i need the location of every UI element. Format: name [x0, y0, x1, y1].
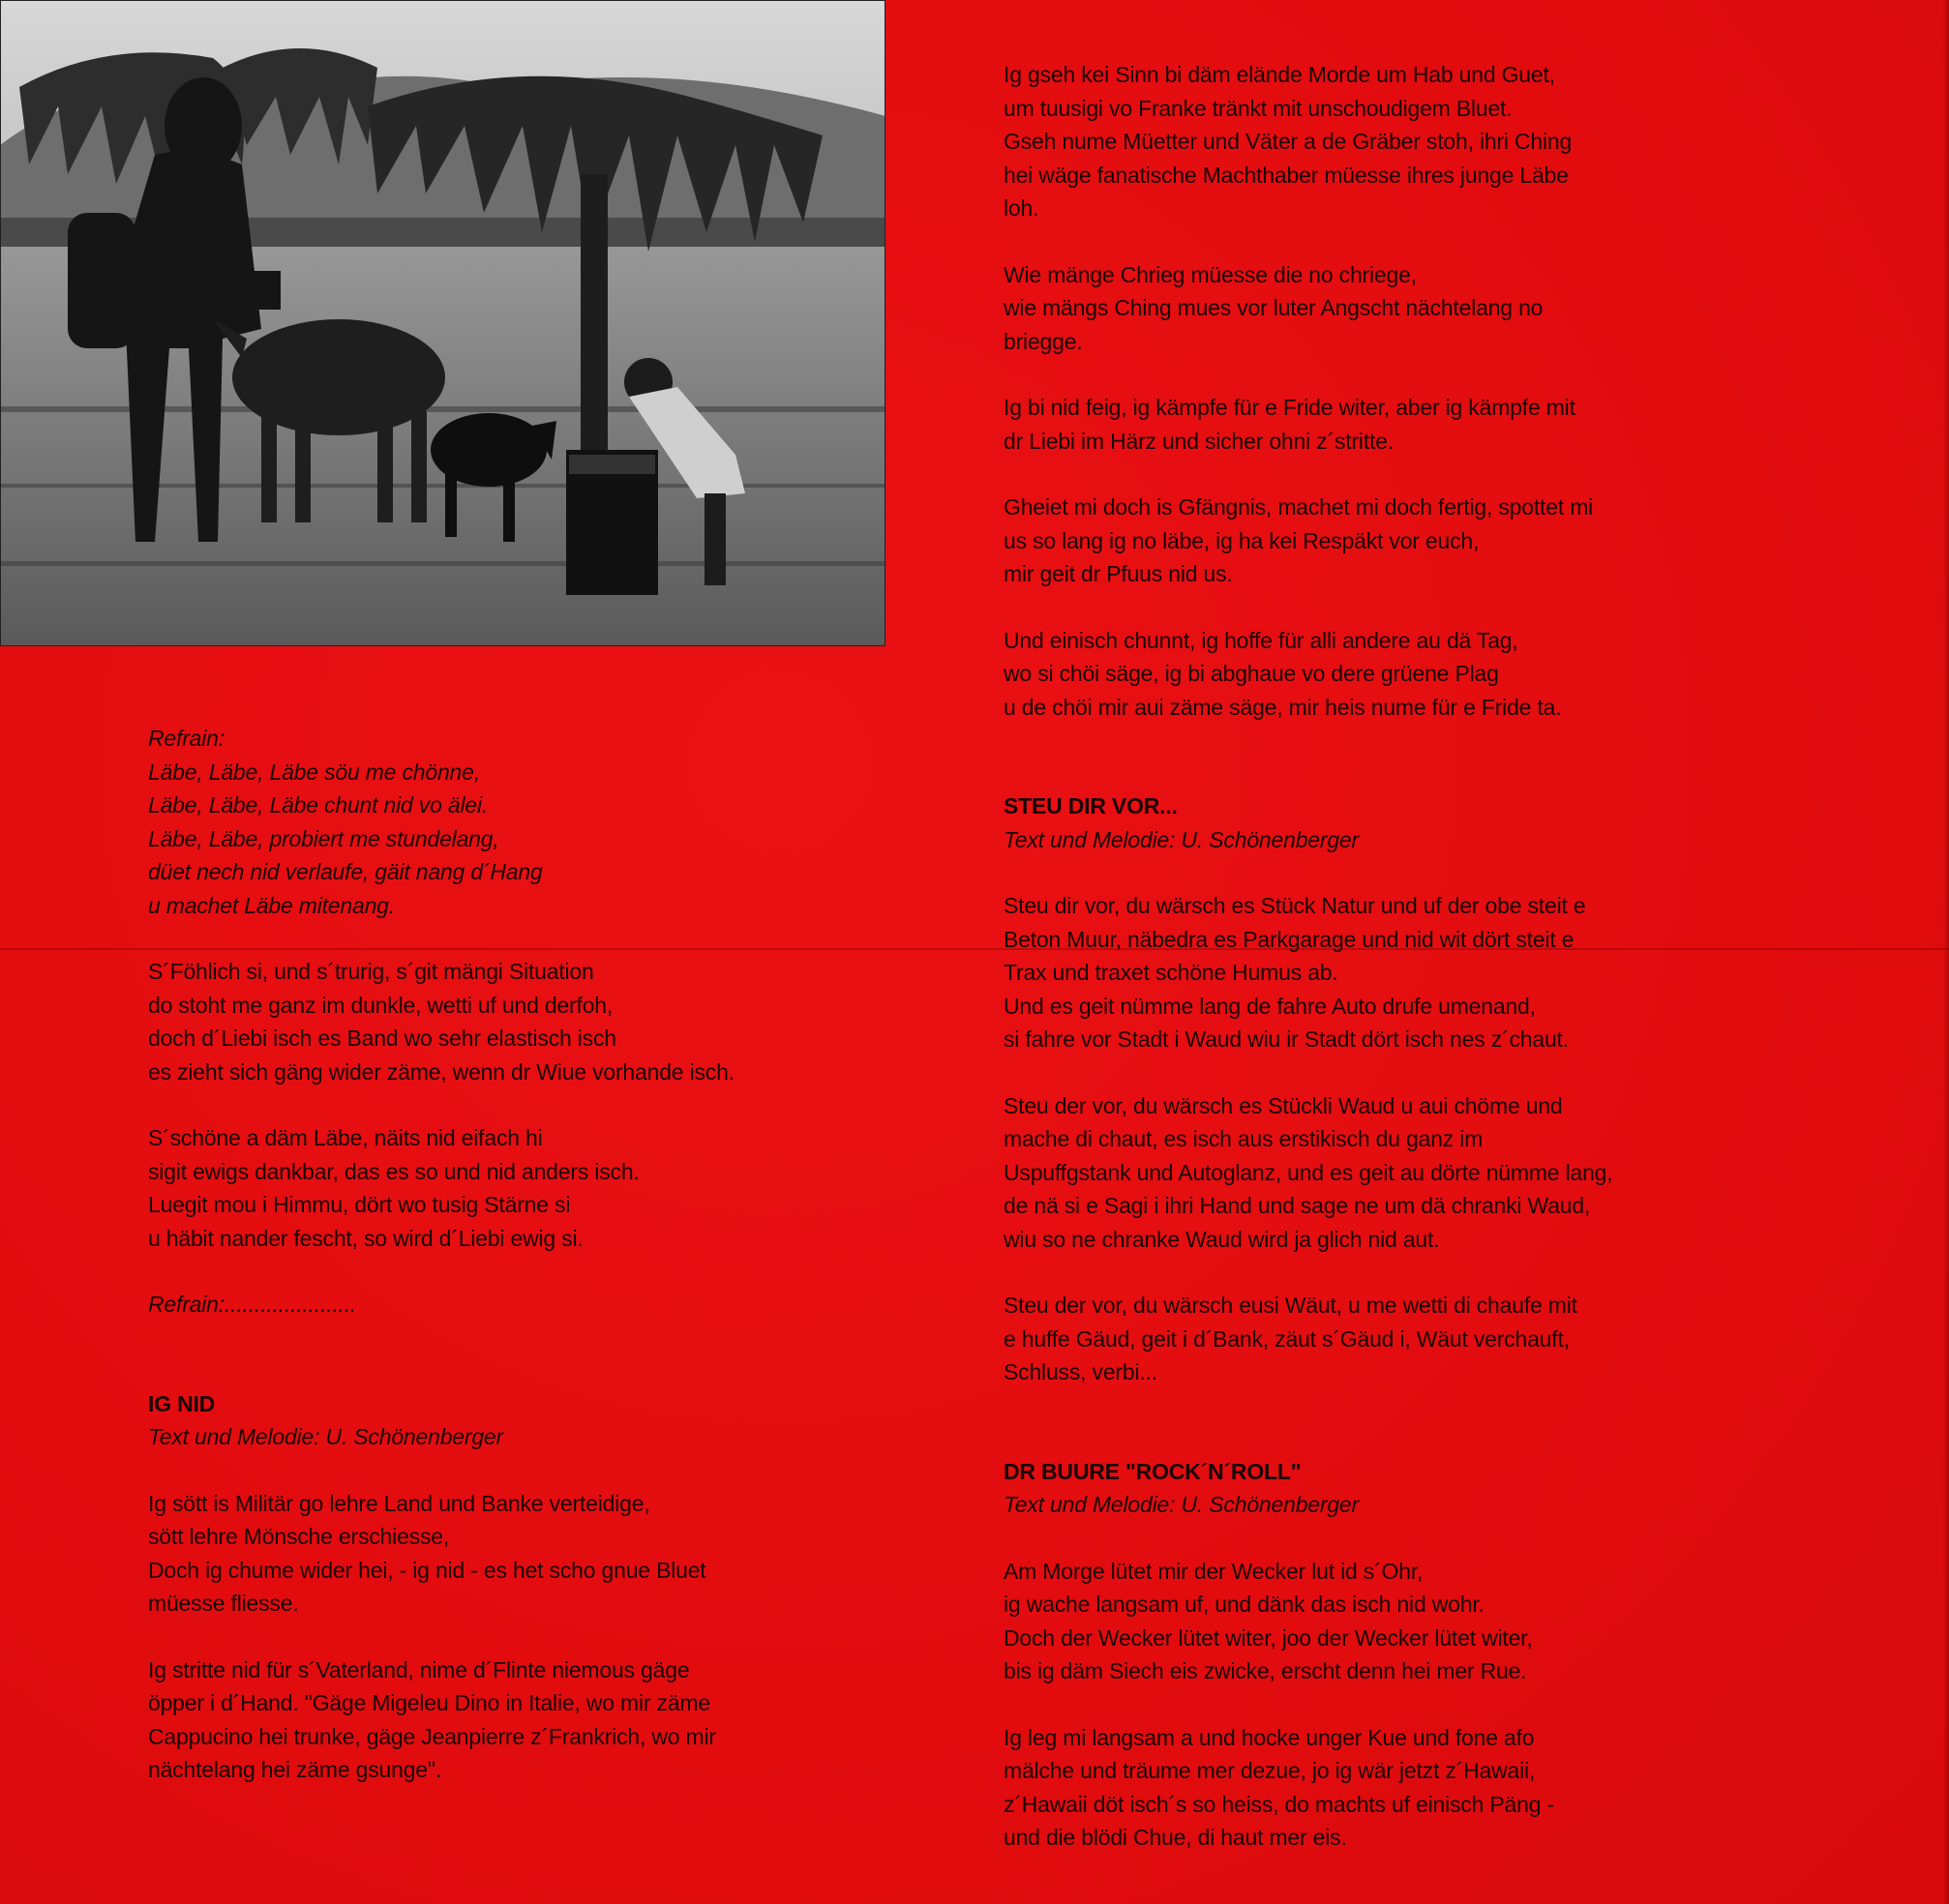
song-header [148, 1387, 942, 1454]
refrain-line: Läbe, Läbe, Läbe söu me chönne, [148, 759, 480, 785]
refrain-repeat [148, 1288, 942, 1322]
song-credit: Text und Melodie: U. Schönenberger [1004, 826, 1359, 852]
verse-line: sigit ewigs dankbar, das es so und nid anders isch. [148, 1158, 640, 1184]
verse-line: us so lang ig no läbe, ig ha kei Respäkt vor euch, [1004, 527, 1480, 553]
verse-line: wiu so ne chranke Waud wird ja glich nid aut. [1004, 1226, 1440, 1252]
verse-line: Trax und traxet schöne Humus ab. [1004, 960, 1338, 985]
verse-line: Steu der vor, du wärsch eusi Wäut, u me wetti di chaufe mit [1004, 1293, 1577, 1318]
verse-block [1004, 1721, 1845, 1855]
verse-line: Doch der Wecker lütet witer, joo der Wecker lütet witer, [1004, 1624, 1533, 1651]
verse-line: wie mängs Ching mues vor luter Angscht nächtelang no [1004, 295, 1544, 320]
page-edge [1943, 0, 1949, 1904]
refrain-block [148, 722, 942, 922]
verse-line: Ig sött is Militär go lehre Land und Banke verteidige, [148, 1490, 650, 1516]
verse-block [1004, 391, 1845, 458]
verse-line: müesse fliesse. [148, 1591, 299, 1616]
verse-line: Beton Muur, näbedra es Parkgarage und nid wit dört steit e [1004, 926, 1574, 952]
verse-line: und die blödi Chue, di haut mer eis. [1004, 1825, 1347, 1850]
song-title: STEU DIR VOR... [1004, 793, 1178, 818]
verse-line: öpper i d´Hand. "Gäge Migeleu Dino in Italie, wo mir zäme [148, 1690, 710, 1715]
verse-block [1004, 1089, 1845, 1257]
verse-line: e huffe Gäud, geit i d´Bank, zäut s´Gäud i, Wäut verchauft, [1004, 1325, 1570, 1352]
verse-block [148, 1653, 942, 1787]
verse-line: Ig stritte nid für s´Vaterland, nime d´Flinte niemous gäge [148, 1656, 690, 1682]
verse-line: mälche und träume mer dezue, jo ig wär jetzt z´Hawaii, [1004, 1758, 1536, 1783]
verse-line: nächtelang hei zäme gsunge". [148, 1757, 442, 1782]
verse-line: Doch ig chume wider hei, - ig nid - es het scho gnue Bluet [148, 1557, 706, 1583]
verse-block [1004, 624, 1845, 725]
verse-line: es zieht sich gäng wider zäme, wenn dr Wiue vorhande isch. [148, 1058, 735, 1085]
verse-block [1004, 1555, 1845, 1688]
verse-block [1004, 258, 1845, 359]
verse-line: dr Liebi im Härz und sicher ohni z´stritte. [1004, 428, 1394, 454]
verse-line: Ig gseh kei Sinn bi däm elände Morde um Hab und Guet, [1004, 62, 1555, 87]
refrain-line: u machet Läbe mitenang. [148, 892, 395, 918]
verse-line: um tuusigi vo Franke tränkt mit unschoudigem Bluet. [1004, 95, 1513, 121]
refrain-repeat-label: Refrain:...................... [148, 1292, 357, 1317]
verse-line: mir geit dr Pfuus nid us. [1004, 561, 1233, 586]
verse-line: bis ig däm Siech eis zwicke, erscht denn hei mer Rue. [1004, 1658, 1527, 1683]
verse-line: Steu dir vor, du wärsch es Stück Natur und uf der obe steit e [1004, 893, 1586, 918]
refrain-line: Läbe, Läbe, probiert me stundelang, [148, 825, 499, 851]
verse-line: S´Föhlich si, und s´trurig, s´git mängi Situation [148, 959, 594, 984]
verse-line: doch d´Liebi isch es Band wo sehr elastisch isch [148, 1026, 616, 1051]
verse-line: loh. [1004, 195, 1039, 221]
photo-image [0, 0, 885, 646]
verse-line: Und es geit nümme lang de fahre Auto drufe umenand, [1004, 993, 1536, 1019]
song-credit: Text und Melodie: U. Schönenberger [1004, 1492, 1359, 1517]
verse-line: Ig leg mi langsam a und hocke unger Kue und fone afo [1004, 1724, 1535, 1750]
song-header [1004, 1455, 1845, 1522]
verse-line: sött lehre Mönsche erschiesse, [148, 1524, 450, 1549]
verse-block [1004, 491, 1845, 591]
verse-line: Cappucino hei trunke, gäge Jeanpierre z´Frankrich, wo mir [148, 1723, 716, 1749]
right-column [1004, 58, 1845, 1855]
verse-line: Luegit mou i Himmu, dört wo tusig Stärne si [148, 1192, 571, 1217]
verse-line: ig wache langsam uf, und dänk das isch nid wohr. [1004, 1592, 1484, 1617]
verse-line: u de chöi mir aui zäme säge, mir heis nume für e Fride ta. [1004, 694, 1562, 720]
song-header [1004, 789, 1845, 856]
verse-line: briegge. [1004, 328, 1083, 354]
verse-line: wo si chöi säge, ig bi abghaue vo dere grüene Plag [1004, 661, 1499, 686]
verse-line: Gheiet mi doch is Gfängnis, machet mi doch fertig, spottet mi [1004, 494, 1594, 520]
fold-line [0, 948, 1949, 950]
refrain-line: Läbe, Läbe, Läbe chunt nid vo älei. [148, 792, 489, 818]
verse-line: mache di chaut, es isch aus erstikisch du ganz im [1004, 1126, 1484, 1151]
verse-line: do stoht me ganz im dunkle, wetti uf und derfoh, [148, 992, 614, 1018]
verse-block [1004, 889, 1845, 1056]
verse-line: S´schöne a däm Läbe, näits nid eifach hi [148, 1125, 543, 1150]
refrain-label: Refrain: [148, 726, 225, 751]
song-title: DR BUURE "ROCK´N´ROLL" [1004, 1458, 1302, 1484]
song-title: IG NID [148, 1390, 216, 1416]
verse-block [148, 955, 942, 1088]
verse-line: Wie mänge Chrieg müesse die no chriege, [1004, 261, 1417, 287]
verse-line: Steu der vor, du wärsch es Stückli Waud u aui chöme und [1004, 1092, 1563, 1118]
verse-line: hei wäge fanatische Machthaber müesse ihres junge Läbe [1004, 162, 1569, 188]
left-column [148, 722, 942, 1820]
verse-line: de nä si e Sagi i ihri Hand und sage ne um dä chranki Waud, [1004, 1193, 1591, 1218]
verse-line: Uspuffgstank und Autoglanz, und es geit au dörte nümme lang, [1004, 1159, 1613, 1185]
verse-line: z´Hawaii döt isch´s so heiss, do machts uf einisch Päng - [1004, 1791, 1554, 1817]
verse-line: Schluss, verbi... [1004, 1359, 1157, 1384]
verse-line: Ig bi nid feig, ig kämpfe für e Fride witer, aber ig kämpfe mit [1004, 395, 1575, 420]
verse-line: si fahre vor Stadt i Waud wiu ir Stadt dört isch nes z´chaut. [1004, 1026, 1569, 1052]
verse-line: Gseh nume Müetter und Väter a de Gräber stoh, ihri Ching [1004, 129, 1573, 154]
verse-block [148, 1121, 942, 1255]
photo-girl-goats [0, 0, 885, 646]
verse-block [148, 1487, 942, 1621]
verse-line: Am Morge lütet mir der Wecker lut id s´Ohr, [1004, 1558, 1424, 1584]
verse-line: u häbit nander fescht, so wird d´Liebi ewig si. [148, 1225, 584, 1251]
verse-block [1004, 1289, 1845, 1389]
verse-block [1004, 58, 1845, 225]
song-credit: Text und Melodie: U. Schönenberger [148, 1424, 503, 1449]
verse-line: Und einisch chunnt, ig hoffe für alli andere au dä Tag, [1004, 627, 1518, 653]
refrain-line: düet nech nid verlaufe, gäit nang d´Hang [148, 859, 543, 884]
